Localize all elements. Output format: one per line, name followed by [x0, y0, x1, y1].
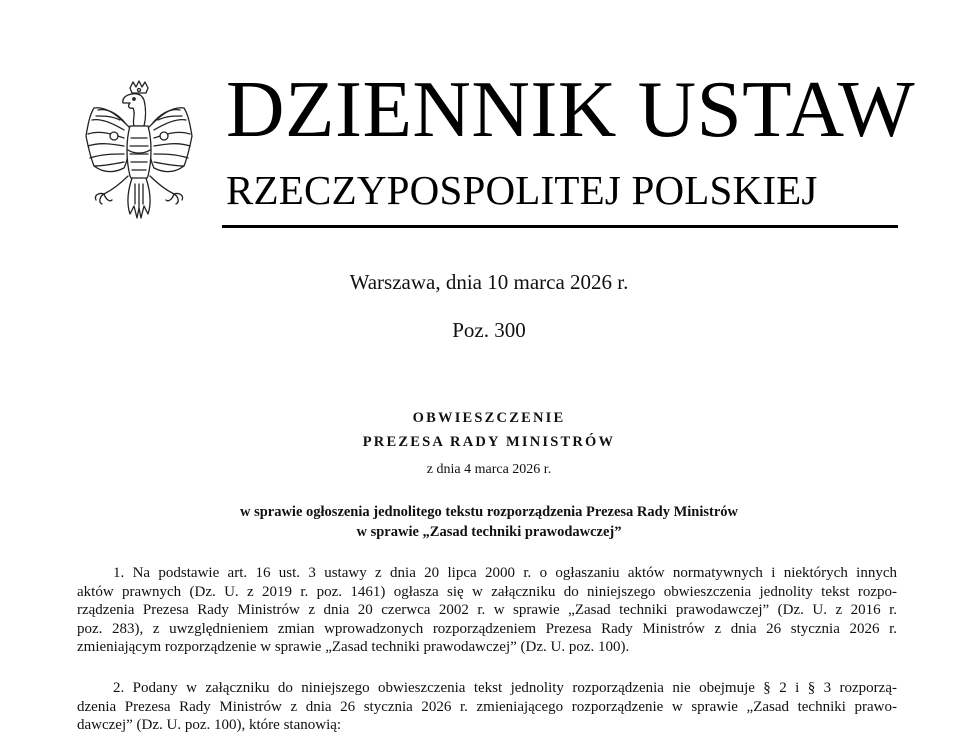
journal-subtitle: RZECZYPOSPOLITEJ POLSKIEJ [226, 167, 818, 213]
issue-position: Poz. 300 [452, 318, 526, 342]
paragraph-line: zmieniającym rozporządzenie w sprawie „Zasad techniki prawodawczej” (Dz. U. poz. 100). [77, 639, 630, 655]
document-date: z dnia 4 marca 2026 r. [426, 462, 552, 477]
paragraph-1 [77, 564, 897, 657]
paragraph-line: 1. Na podstawie art. 16 ust. 3 ustawy z dnia 20 lipca 2000 r. o ogłaszaniu aktów normatywnych i niektórych innych [113, 565, 897, 581]
paragraph-line: aktów prawnych (Dz. U. z 2019 r. poz. 1461) ogłasza się w załączniku do niniejszego obwieszczenia jednolity tekst rozpo- [77, 583, 897, 600]
paragraph-line: poz. 283), z uwzględnieniem zmian wprowadzonych rozporządzeniem Prezesa Rady Ministrów z dnia 26 stycznia 2026 r. [77, 620, 897, 637]
subject-line: w sprawie „Zasad techniki prawodawczej” [356, 524, 622, 540]
paragraph-2 [77, 679, 897, 735]
paragraph-line: dzenia Prezesa Rady Ministrów z dnia 26 stycznia 2026 r. zmieniającego rozporządzenie w sprawie „Zasad techniki prawo- [77, 698, 897, 715]
masthead-divider [222, 225, 898, 228]
paragraph-line: 2. Podany w załączniku do niniejszego obwieszczenia tekst jednolity rozporządzenia nie obejmuje § 2 i § 3 rozporzą- [113, 680, 897, 696]
journal-title: DZIENNIK USTAW [226, 64, 916, 154]
document-issuer: PREZESA RADY MINISTRÓW [362, 434, 616, 450]
document-type: OBWIESZCZENIE [412, 410, 566, 426]
paragraph-line: rządzenia Prezesa Rady Ministrów z dnia 20 czerwca 2002 r. w sprawie „Zasad techniki prawodawczej” (Dz. U. z 2016 r. [77, 602, 897, 618]
polish-eagle-emblem-icon [80, 80, 198, 222]
paragraph-line: dawczej” (Dz. U. poz. 100), które stanowią: [77, 717, 342, 733]
issue-place-date: Warszawa, dnia 10 marca 2026 r. [349, 270, 629, 294]
document-subject [0, 502, 968, 542]
subject-line: w sprawie ogłoszenia jednolitego tekstu rozporządzenia Prezesa Rady Ministrów [239, 504, 739, 520]
